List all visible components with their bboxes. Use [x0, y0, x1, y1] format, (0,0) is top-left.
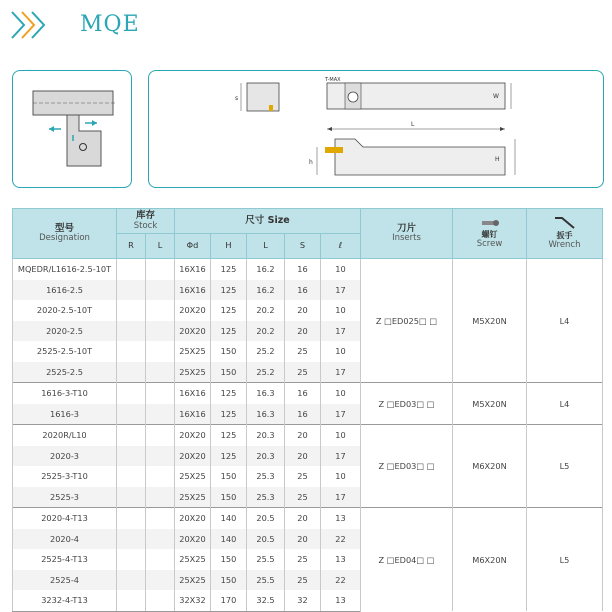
phid-cell: 25X25 [175, 341, 211, 362]
stock-l-cell [146, 508, 175, 529]
table-row [13, 259, 603, 280]
chevron-right-icon [10, 10, 54, 40]
h-cell: 150 [211, 549, 247, 570]
s-cell: 20 [285, 529, 321, 550]
s-cell: 25 [285, 549, 321, 570]
s-cell: 20 [285, 425, 321, 446]
screw-cell: M6X20N [453, 425, 527, 508]
len-cell: 25.2 [247, 362, 285, 383]
designation-cell: 2525-4-T13 [13, 549, 117, 570]
s-cell: 25 [285, 466, 321, 487]
stock-r-header: R [117, 234, 146, 259]
stock-l-cell [146, 425, 175, 446]
designation-cell: 1616-3 [13, 404, 117, 425]
stock-l-cell [146, 529, 175, 550]
len-cell: 32.5 [247, 590, 285, 611]
s-cell: 16 [285, 404, 321, 425]
wrench-cell: L4 [527, 383, 603, 425]
h-cell: 140 [211, 529, 247, 550]
h-cell: 125 [211, 404, 247, 425]
designation-cell: 2525-3-T10 [13, 466, 117, 487]
svg-text:W: W [493, 93, 499, 100]
h-cell: 150 [211, 466, 247, 487]
svg-text:s: s [235, 95, 239, 102]
l-small-cell: 10 [321, 383, 361, 404]
h-cell: 125 [211, 280, 247, 301]
len-cell: 25.5 [247, 570, 285, 591]
h-cell: 125 [211, 425, 247, 446]
stock-l-cell [146, 549, 175, 570]
len-cell: 20.2 [247, 300, 285, 321]
h-cell: 150 [211, 341, 247, 362]
phid-cell: 25X25 [175, 466, 211, 487]
designation-cell: 3232-4-T13 [13, 590, 117, 611]
s-cell: 20 [285, 446, 321, 467]
stock-l-cell [146, 321, 175, 342]
stock-l-cell [146, 570, 175, 591]
s-cell: 16 [285, 259, 321, 280]
stock-r-cell [117, 570, 146, 591]
len-cell: 20.5 [247, 508, 285, 529]
designation-cell: 1616-3-T10 [13, 383, 117, 404]
screw-cell: M6X20N [453, 508, 527, 612]
l-small-cell: 17 [321, 404, 361, 425]
phid-cell: 16X16 [175, 404, 211, 425]
len-cell: 20.3 [247, 425, 285, 446]
designation-cell: 2020-4-T13 [13, 508, 117, 529]
designation-cell: 2020-3 [13, 446, 117, 467]
l-small-cell: 22 [321, 529, 361, 550]
stock-l-cell [146, 341, 175, 362]
wrench-cell: L4 [527, 259, 603, 383]
stock-l-cell [146, 300, 175, 321]
screw-icon [480, 217, 500, 229]
phid-header: Φd [175, 234, 211, 259]
table-row [13, 383, 603, 404]
l-small-cell: 10 [321, 425, 361, 446]
designation-cell: 2525-3 [13, 487, 117, 508]
screw-cell: M5X20N [453, 259, 527, 383]
screw-cell: M5X20N [453, 383, 527, 425]
svg-text:h: h [309, 159, 313, 166]
wrench-cell: L5 [527, 425, 603, 508]
l-small-cell: 17 [321, 487, 361, 508]
spec-table [12, 208, 603, 612]
l-small-cell: 17 [321, 362, 361, 383]
stock-r-cell [117, 383, 146, 404]
phid-cell: 20X20 [175, 508, 211, 529]
s-cell: 16 [285, 383, 321, 404]
stock-header: 库存 Stock [117, 209, 175, 234]
h-cell: 125 [211, 259, 247, 280]
wrench-icon [552, 216, 578, 230]
len-cell: 16.2 [247, 259, 285, 280]
s-cell: 20 [285, 321, 321, 342]
page-header [10, 6, 310, 42]
stock-l-cell [146, 404, 175, 425]
l-small-cell: 17 [321, 280, 361, 301]
phid-cell: 20X20 [175, 321, 211, 342]
stock-r-cell [117, 259, 146, 280]
stock-r-cell [117, 425, 146, 446]
l-small-cell: 13 [321, 508, 361, 529]
stock-r-cell [117, 590, 146, 611]
phid-cell: 25X25 [175, 570, 211, 591]
designation-cell: 2020R/L10 [13, 425, 117, 446]
s-header: S [285, 234, 321, 259]
l-small-cell: 22 [321, 570, 361, 591]
len-cell: 16.3 [247, 404, 285, 425]
h-cell: 125 [211, 383, 247, 404]
phid-cell: 16X16 [175, 259, 211, 280]
stock-r-cell [117, 362, 146, 383]
len-cell: 25.5 [247, 549, 285, 570]
s-cell: 25 [285, 362, 321, 383]
stock-l-cell [146, 590, 175, 611]
h-cell: 140 [211, 508, 247, 529]
len-cell: 20.3 [247, 446, 285, 467]
l-small-cell: 17 [321, 321, 361, 342]
stock-r-cell [117, 300, 146, 321]
dimension-drawing [148, 70, 604, 188]
stock-l-cell [146, 446, 175, 467]
h-cell: 170 [211, 590, 247, 611]
stock-r-cell [117, 487, 146, 508]
len-cell: 25.3 [247, 487, 285, 508]
l-small-cell: 10 [321, 466, 361, 487]
svg-text:L: L [411, 121, 415, 128]
designation-cell: MQEDR/L1616-2.5-10T [13, 259, 117, 280]
stock-r-cell [117, 446, 146, 467]
h-header: H [211, 234, 247, 259]
phid-cell: 32X32 [175, 590, 211, 611]
s-cell: 32 [285, 590, 321, 611]
h-cell: 150 [211, 570, 247, 591]
wrench-header: 扳手 Wrench [527, 209, 603, 259]
stock-r-cell [117, 549, 146, 570]
phid-cell: 16X16 [175, 383, 211, 404]
insert-cell: Z □ED03□ □ [361, 383, 453, 425]
len-cell: 20.5 [247, 529, 285, 550]
stock-r-cell [117, 341, 146, 362]
svg-text:T-MAX: T-MAX [325, 77, 341, 83]
phid-cell: 25X25 [175, 362, 211, 383]
phid-cell: 20X20 [175, 446, 211, 467]
h-cell: 125 [211, 321, 247, 342]
application-diagram [12, 70, 132, 188]
stock-r-cell [117, 280, 146, 301]
h-cell: 125 [211, 446, 247, 467]
insert-cell: Z □ED025□ □ [361, 259, 453, 383]
screw-header: 螺钉 Screw [453, 209, 527, 259]
phid-cell: 25X25 [175, 487, 211, 508]
l-small-cell: 13 [321, 590, 361, 611]
insert-cell: Z □ED03□ □ [361, 425, 453, 508]
len-cell: 16.2 [247, 280, 285, 301]
s-cell: 25 [285, 341, 321, 362]
insert-cell: Z □ED04□ □ [361, 508, 453, 612]
s-cell: 16 [285, 280, 321, 301]
h-cell: 125 [211, 300, 247, 321]
designation-cell: 2525-4 [13, 570, 117, 591]
size-header: 尺寸 Size [175, 209, 361, 234]
svg-text:H: H [495, 156, 500, 163]
stock-l-cell [146, 280, 175, 301]
designation-cell: 1616-2.5 [13, 280, 117, 301]
l-small-cell: 10 [321, 341, 361, 362]
stock-l-cell [146, 383, 175, 404]
stock-r-cell [117, 508, 146, 529]
s-cell: 25 [285, 487, 321, 508]
stock-l-header: L [146, 234, 175, 259]
table-row [13, 425, 603, 446]
designation-cell: 2020-2.5-10T [13, 300, 117, 321]
designation-header: 型号 Designation [13, 209, 117, 259]
len-header: L [247, 234, 285, 259]
designation-cell: 2020-4 [13, 529, 117, 550]
stock-r-cell [117, 404, 146, 425]
stock-r-cell [117, 466, 146, 487]
table-row [13, 508, 603, 529]
s-cell: 20 [285, 300, 321, 321]
len-cell: 25.3 [247, 466, 285, 487]
len-cell: 16.3 [247, 383, 285, 404]
l-small-cell: 10 [321, 259, 361, 280]
phid-cell: 20X20 [175, 425, 211, 446]
l-small-header: ℓ [321, 234, 361, 259]
l-small-cell: 13 [321, 549, 361, 570]
inserts-header: 刀片 Inserts [361, 209, 453, 259]
phid-cell: 20X20 [175, 300, 211, 321]
designation-cell: 2525-2.5 [13, 362, 117, 383]
stock-r-cell [117, 321, 146, 342]
page-title: MQE [80, 12, 140, 37]
len-cell: 25.2 [247, 341, 285, 362]
s-cell: 25 [285, 570, 321, 591]
grooving-illustration [13, 71, 131, 187]
l-small-cell: 10 [321, 300, 361, 321]
h-cell: 150 [211, 362, 247, 383]
phid-cell: 25X25 [175, 549, 211, 570]
phid-cell: 16X16 [175, 280, 211, 301]
designation-cell: 2020-2.5 [13, 321, 117, 342]
phid-cell: 20X20 [175, 529, 211, 550]
h-cell: 150 [211, 487, 247, 508]
stock-l-cell [146, 259, 175, 280]
designation-cell: 2525-2.5-10T [13, 341, 117, 362]
stock-l-cell [146, 362, 175, 383]
tool-holder-drawing [149, 71, 603, 187]
len-cell: 20.2 [247, 321, 285, 342]
l-small-cell: 17 [321, 446, 361, 467]
stock-l-cell [146, 466, 175, 487]
wrench-cell: L5 [527, 508, 603, 612]
s-cell: 20 [285, 508, 321, 529]
stock-l-cell [146, 487, 175, 508]
stock-r-cell [117, 529, 146, 550]
